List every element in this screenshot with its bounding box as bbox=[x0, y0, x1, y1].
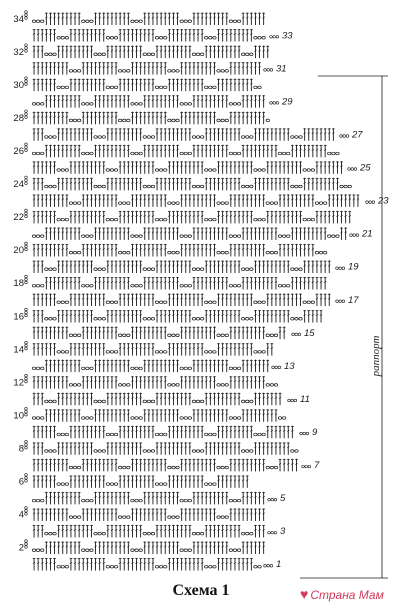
row-number-15: 15 bbox=[304, 327, 315, 339]
chart-row-21 bbox=[32, 227, 358, 240]
row-number-27: 27 bbox=[352, 129, 363, 141]
row-number-18: 18 bbox=[13, 278, 24, 290]
row-number-10: 10 bbox=[13, 410, 24, 422]
row-number-29: 29 bbox=[282, 96, 293, 108]
chart-row-11 bbox=[33, 393, 297, 406]
row-number-8: 8 bbox=[18, 443, 24, 455]
row-number-20: 20 bbox=[13, 245, 24, 257]
chart-row-9 bbox=[33, 426, 309, 439]
row-number-12: 12 bbox=[13, 377, 24, 389]
chart-row-33 bbox=[33, 29, 279, 42]
chart-row-10 bbox=[25, 407, 286, 421]
row-number-2: 2 bbox=[18, 542, 24, 554]
chart-row-16 bbox=[25, 308, 323, 322]
row-number-33: 33 bbox=[282, 30, 293, 42]
row-number-30: 30 bbox=[13, 79, 24, 91]
row-number-22: 22 bbox=[13, 212, 24, 224]
chart-row-24 bbox=[25, 176, 352, 190]
scheme-caption: Схема 1 bbox=[172, 582, 230, 599]
chart-row-28 bbox=[25, 110, 270, 124]
row-number-32: 32 bbox=[13, 46, 24, 58]
row-number-19: 19 bbox=[348, 261, 359, 273]
row-number-17: 17 bbox=[348, 294, 359, 306]
chart-row-30 bbox=[25, 77, 262, 91]
chart-row-6 bbox=[25, 474, 249, 488]
row-numbers-right bbox=[276, 30, 389, 570]
chart-row-34 bbox=[25, 11, 265, 25]
chart-row-14 bbox=[25, 341, 274, 355]
row-number-9: 9 bbox=[312, 427, 318, 438]
chart-row-32 bbox=[25, 44, 269, 58]
row-number-21: 21 bbox=[362, 228, 373, 240]
watermark-text: Страна Мам bbox=[310, 588, 384, 602]
row-number-14: 14 bbox=[13, 344, 24, 356]
row-number-3: 3 bbox=[280, 526, 286, 538]
heart-icon: ♥ bbox=[300, 586, 309, 602]
chart-row-29 bbox=[32, 95, 278, 108]
chart-row-5 bbox=[32, 492, 276, 505]
rapport-label: раппорт bbox=[370, 335, 382, 377]
row-number-6: 6 bbox=[18, 476, 24, 488]
row-number-16: 16 bbox=[13, 311, 24, 323]
row-number-28: 28 bbox=[13, 112, 24, 124]
row-number-13: 13 bbox=[284, 360, 295, 372]
chart-row-31 bbox=[33, 62, 273, 75]
chart-row-23 bbox=[33, 194, 375, 207]
chart-row-20 bbox=[25, 242, 327, 256]
chart-row-3 bbox=[33, 525, 277, 538]
row-number-11: 11 bbox=[300, 393, 310, 405]
row-number-31: 31 bbox=[276, 63, 287, 75]
row-number-23: 23 bbox=[378, 195, 389, 207]
row-number-5: 5 bbox=[280, 493, 286, 505]
row-numbers-left bbox=[13, 14, 24, 554]
row-number-25: 25 bbox=[360, 162, 371, 174]
chart-row-7 bbox=[33, 459, 311, 472]
row-number-1: 1 bbox=[276, 559, 282, 571]
row-number-26: 26 bbox=[13, 146, 24, 157]
chart-row-4 bbox=[25, 507, 265, 521]
chart-row-1 bbox=[33, 558, 273, 571]
chart-row-12 bbox=[25, 374, 278, 388]
watermark bbox=[300, 586, 384, 602]
chart-row-13 bbox=[32, 360, 280, 373]
chart-row-15 bbox=[33, 327, 301, 340]
chart-row-8 bbox=[25, 440, 298, 454]
chart-row-19 bbox=[33, 260, 345, 273]
chart-row-17 bbox=[33, 294, 345, 307]
row-number-34: 34 bbox=[13, 13, 24, 25]
row-number-7: 7 bbox=[314, 460, 320, 472]
chart-row-25 bbox=[33, 161, 357, 174]
chart-row-27 bbox=[33, 128, 349, 141]
chart-row-2 bbox=[25, 540, 265, 554]
stitch-grid bbox=[25, 11, 375, 571]
chart-row-22 bbox=[25, 209, 351, 223]
chart-row-26 bbox=[25, 143, 339, 157]
row-number-24: 24 bbox=[13, 179, 24, 191]
row-number-4: 4 bbox=[18, 509, 24, 521]
chart-row-18 bbox=[25, 275, 327, 289]
